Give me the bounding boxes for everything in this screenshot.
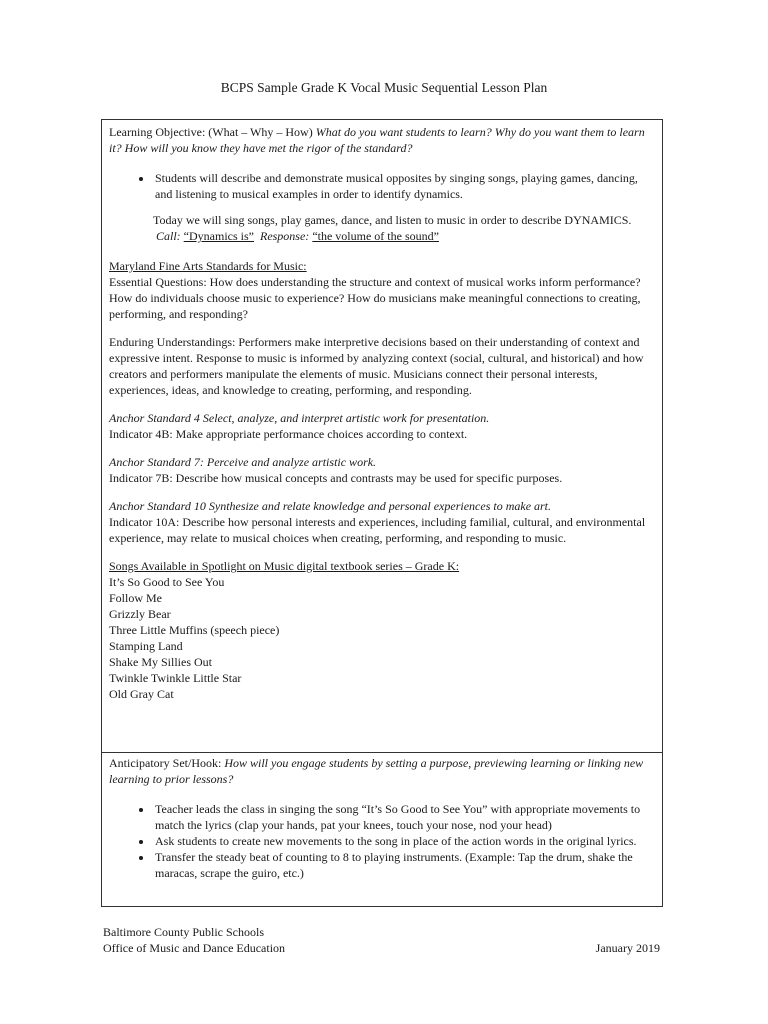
- page-footer: [103, 924, 663, 956]
- call-label: Call:: [156, 229, 181, 243]
- objective-header: [109, 124, 655, 156]
- lesson-plan-table: [101, 119, 663, 907]
- today-statement: [153, 212, 655, 244]
- response-label: Response:: [259, 229, 310, 243]
- footer-date: January 2019: [595, 941, 660, 955]
- song-item: Follow Me: [109, 591, 163, 605]
- objective-section: [102, 120, 662, 752]
- call-text: “Dynamics is”: [183, 229, 254, 243]
- songs-heading: Songs Available in Spotlight on Music digital textbook series – Grade K:: [109, 559, 460, 573]
- indicator-4b: Indicator 4B: Make appropriate performance choices according to context.: [109, 427, 468, 441]
- hook-label: Anticipatory Set/Hook:: [109, 756, 222, 770]
- song-item: Shake My Sillies Out: [109, 655, 213, 669]
- songs-list: [109, 574, 655, 702]
- anchor-standard-10: Anchor Standard 10 Synthesize and relate knowledge and personal experiences to make art.: [109, 499, 552, 513]
- song-item: Old Gray Cat: [109, 687, 174, 701]
- hook-bullet: • Teacher leads the class in singing the song “It’s So Good to See You” with appropriate movements to match the lyrics (clap your hands, pat your knees, touch your nose, nod your head): [153, 801, 655, 833]
- song-item: Grizzly Bear: [109, 607, 171, 621]
- song-item: Stamping Land: [109, 639, 183, 653]
- objective-bullet: • Students will describe and demonstrate musical opposites by singing songs, playing games, dancing, and listening to musical examples in order to identify dynamics.: [153, 170, 655, 202]
- today-text: Today we will sing songs, play games, dance, and listen to music in order to describe DYNAMICS.: [153, 213, 632, 227]
- page-title: BCPS Sample Grade K Vocal Music Sequential Lesson Plan: [220, 80, 548, 95]
- anchor-standard-4: Anchor Standard 4 Select, analyze, and interpret artistic work for presentation.: [109, 411, 490, 425]
- indicator-10a: Indicator 10A: Describe how personal interests and experiences, including familial, cultural, and environmental experience, may relate to musical choices when creating, performing, and responding to music.: [109, 515, 646, 545]
- objective-list: [109, 170, 655, 202]
- objective-prompt: What do you want students to learn? Why do you want them to learn it? How will you know they have met the rigor of the standard?: [109, 125, 645, 155]
- hook-prompt: How will you engage students by setting a purpose, previewing learning or linking new learning to prior lessons?: [109, 756, 644, 786]
- standards-heading: Maryland Fine Arts Standards for Music:: [109, 259, 307, 273]
- anchor-standard-7: Anchor Standard 7: Perceive and analyze artistic work.: [109, 455, 377, 469]
- response-text: “the volume of the sound”: [312, 229, 439, 243]
- enduring-understandings: Enduring Understandings: Performers make interpretive decisions based on their understanding of context and expressive intent. Response to music is informed by analyzing context (social, cultural, and historical) and how creators and performers manipulate the elements of music. Musicians connect their personal interests, experiences, ideas, and knowledge to creating, performing, and responding.: [109, 335, 644, 397]
- hook-bullet: • Transfer the steady beat of counting to 8 to playing instruments. (Example: Tap the drum, shake the maracas, scrape the guiro, etc.): [153, 849, 655, 881]
- footer-org: Baltimore County Public Schools: [103, 925, 264, 939]
- indicator-7b: Indicator 7B: Describe how musical concepts and contrasts may be used for specific purposes.: [109, 471, 563, 485]
- hook-header: [109, 755, 655, 787]
- hook-list: [109, 801, 655, 881]
- hook-section: [102, 752, 662, 906]
- song-item: It’s So Good to See You: [109, 575, 225, 589]
- song-item: Three Little Muffins (speech piece): [109, 623, 280, 637]
- footer-office: Office of Music and Dance Education: [103, 941, 286, 955]
- hook-bullet: • Ask students to create new movements to the song in place of the action words in the original lyrics.: [153, 833, 655, 849]
- objective-label: Learning Objective: (What – Why – How): [109, 125, 313, 139]
- essential-questions: Essential Questions: How does understanding the structure and context of musical works inform performance? How do individuals choose music to experience? How do musicians make meaningful connections to creating, performing, and responding?: [109, 275, 641, 321]
- song-item: Twinkle Twinkle Little Star: [109, 671, 242, 685]
